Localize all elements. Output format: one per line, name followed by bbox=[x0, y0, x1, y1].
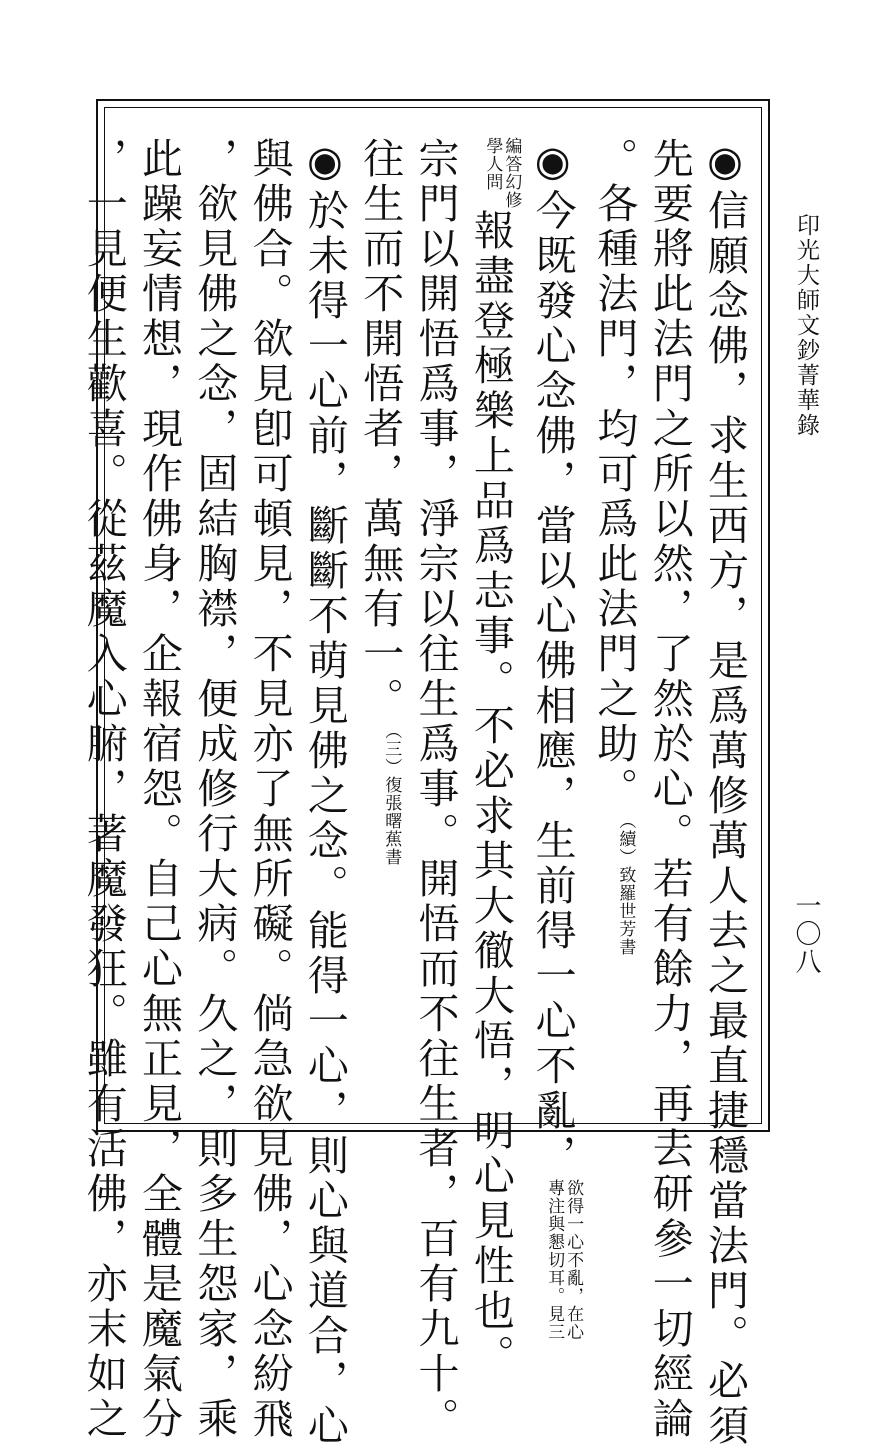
text-column-8 bbox=[297, 137, 352, 1449]
bullet-icon: ◉ bbox=[701, 137, 749, 189]
paragraph-3-line-3: ，欲見佛之念，固結胸襟，便成修行大病。久之，則多生怨家，乘 bbox=[190, 137, 239, 1442]
page-number: 一〇八 bbox=[791, 892, 821, 976]
paragraph-3-line-5: ，一見便生歡喜。從茲魔入心腑，著魔發狂。雖有活佛，亦末如之 bbox=[79, 137, 128, 1442]
paragraph-1-line-1: 信願念佛，求生西方，是爲萬修萬人去之最直捷穩當法門。必須 bbox=[701, 189, 749, 1449]
side-note-line-1: 編答幻修 bbox=[501, 137, 522, 209]
paragraph-1-line-3: 。各種法門，均可爲此法門之助。 bbox=[590, 137, 639, 812]
text-column-6 bbox=[407, 137, 462, 1442]
paragraph-2-line-2: 報盡登極樂上品爲志事。不必求其大徹大悟，明心見性也。 bbox=[466, 209, 515, 1379]
text-column-1 bbox=[697, 137, 752, 1449]
source-tag: （三） bbox=[381, 722, 402, 776]
paragraph-3-line-4: 此躁妄情想，現作佛身，企報宿怨。自己心無正見，全體是魔氣分 bbox=[135, 137, 184, 1442]
source-citation: 復張曙蕉書 bbox=[381, 776, 402, 866]
text-column-10 bbox=[186, 137, 241, 1442]
text-column-12 bbox=[75, 137, 130, 1442]
paragraph-2-line-1: 今既發心念佛，當以心佛相應，生前得一心不亂， bbox=[528, 189, 577, 1179]
inline-note-line-2: 專注與懇切耳。見三 bbox=[544, 1179, 565, 1341]
paragraph-2-line-4: 往生而不開悟者，萬無有一。 bbox=[356, 137, 405, 722]
source-tag: （續） bbox=[615, 812, 636, 866]
text-column-7 bbox=[352, 137, 407, 1112]
text-column-3 bbox=[586, 137, 641, 1112]
paragraph-3-line-2: 與佛合。欲見卽可頓見，不見亦了無所礙。倘急欲見佛，心念紛飛 bbox=[245, 137, 294, 1442]
text-column-4 bbox=[524, 137, 586, 1341]
text-column-5 bbox=[463, 137, 525, 1379]
text-body bbox=[79, 137, 752, 1449]
bullet-icon: ◉ bbox=[300, 137, 349, 189]
running-title: 印光大師文鈔菁華錄 bbox=[793, 213, 819, 438]
side-note-line-2: 學人問 bbox=[482, 137, 503, 191]
text-column-11 bbox=[131, 137, 186, 1442]
inline-note-line-1: 欲得一心不亂，在心 bbox=[563, 1179, 584, 1341]
bullet-icon: ◉ bbox=[528, 137, 577, 189]
text-column-9 bbox=[241, 137, 296, 1442]
paragraph-1-line-2: 先要將此法門之所以然，了然於心。若有餘力，再去研參一切經論 bbox=[645, 137, 694, 1442]
text-column-2 bbox=[641, 137, 696, 1442]
side-note bbox=[482, 137, 520, 209]
source-citation: 致羅世芳書 bbox=[615, 866, 636, 956]
inline-note bbox=[544, 1179, 582, 1341]
paragraph-2-line-3: 宗門以開悟爲事，淨宗以往生爲事。開悟而不往生者，百有九十。 bbox=[411, 137, 460, 1442]
paragraph-3-line-1: 於未得一心前，斷斷不萌見佛之念。能得一心，則心與道合，心 bbox=[300, 189, 349, 1449]
